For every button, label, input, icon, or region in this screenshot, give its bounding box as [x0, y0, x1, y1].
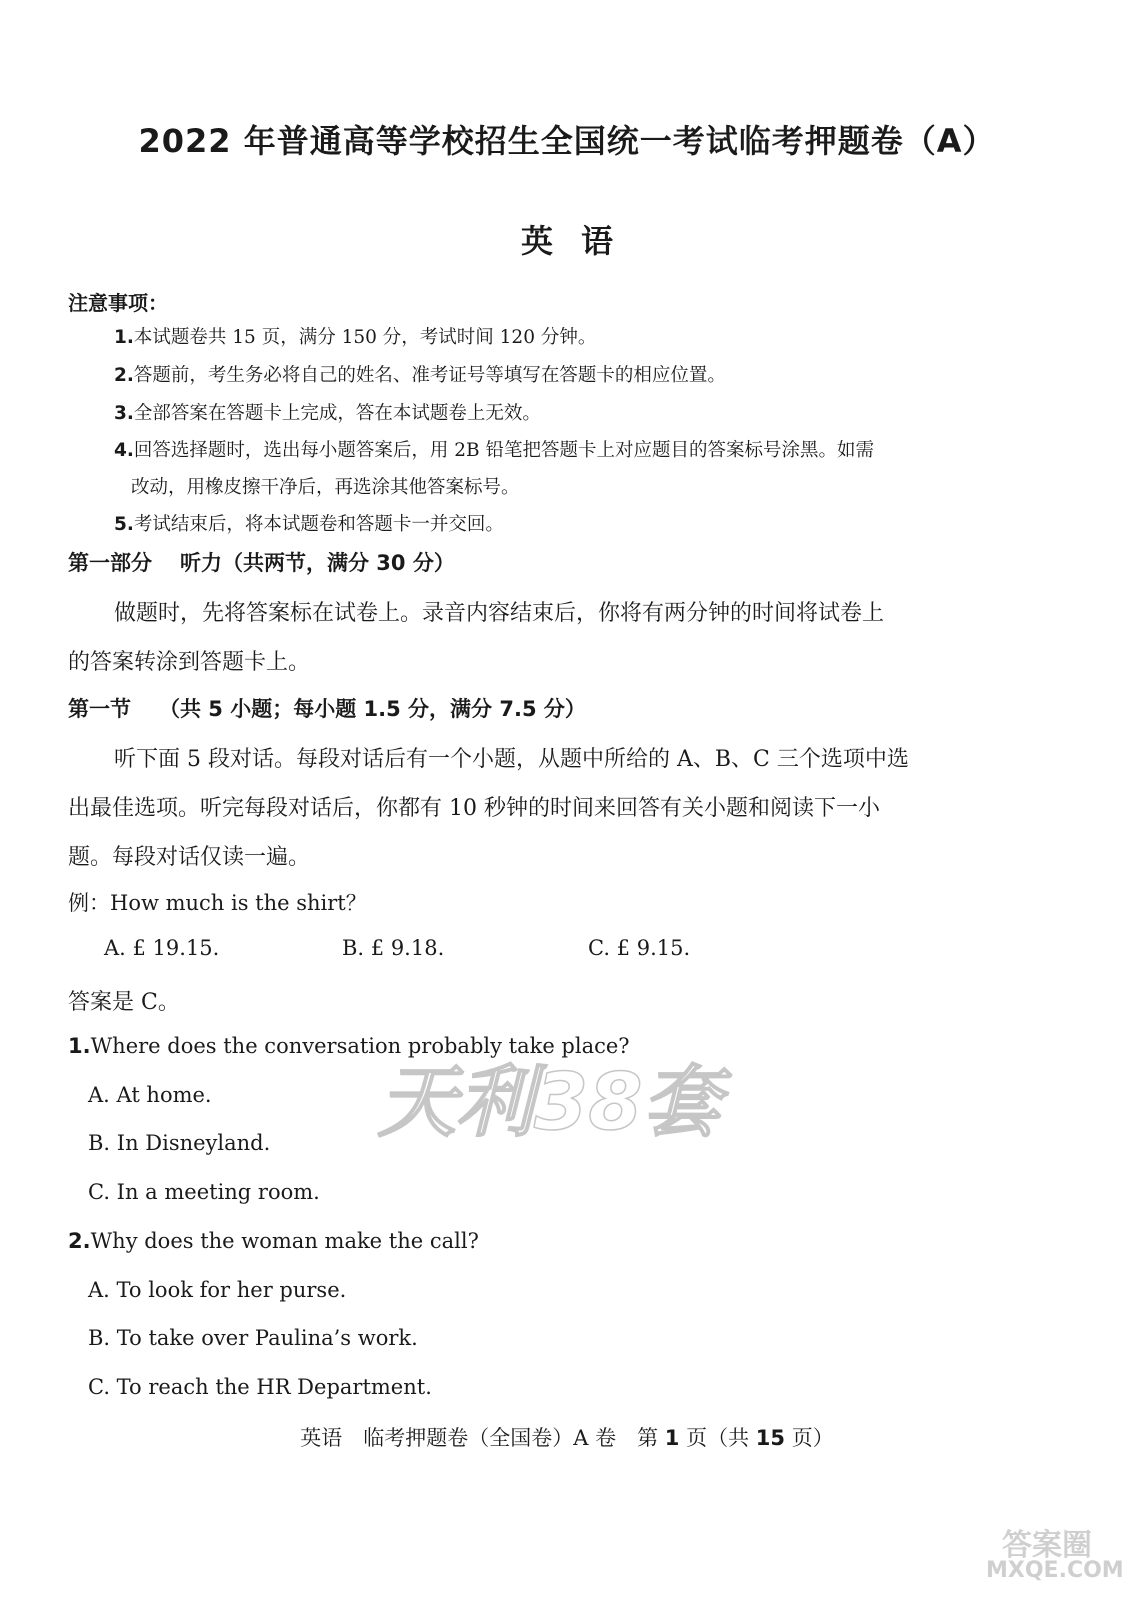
question-text: Why does the woman make the call?: [90, 1229, 479, 1253]
notice-item-number: 4.: [114, 440, 134, 461]
notice-item-number: 1.: [114, 327, 134, 348]
corner-watermark-url: MXQE.COM: [986, 1558, 1124, 1583]
notice-item-continuation: 改动，用橡皮擦干净后，再选涂其他答案标号。: [131, 477, 520, 498]
footer-suffix: 页）: [791, 1426, 834, 1450]
notice-item-text: 回答选择题时，选出每小题答案后，用 2B 铅笔把答题卡上对应题目的答案标号涂黑。如需: [133, 440, 875, 461]
corner-watermark-logo: 答案圈: [1002, 1528, 1092, 1563]
question-number: 1.: [68, 1034, 91, 1058]
question-1-option-a: A. At home.: [88, 1083, 212, 1107]
notice-item: [114, 361, 726, 387]
question-1-option-b: B. In Disneyland.: [88, 1131, 271, 1155]
section1-label: 第一节: [68, 697, 131, 721]
subject-title: 英语: [520, 222, 641, 260]
section1-intro-line: 出最佳选项。听完每段对话后，你都有 10 秒钟的时间来回答有关小题和阅读下一小: [68, 796, 880, 821]
center-watermark: 天利38套: [378, 1058, 721, 1148]
notice-item-text: 全部答案在答题卡上完成，答在本试题卷上无效。: [133, 403, 541, 424]
notice-item-text: 考试结束后，将本试题卷和答题卡一并交回。: [133, 514, 504, 535]
question-2-option-b: B. To take over Paulina’s work.: [88, 1326, 418, 1350]
example-answer: 答案是 C。: [68, 990, 180, 1015]
notice-item: [114, 510, 504, 536]
footer-total-pages: 15: [755, 1426, 786, 1450]
footer-prefix: 英语 临考押题卷（全国卷）A 卷 第: [300, 1426, 659, 1450]
example-question: 例：How much is the shirt？: [68, 891, 367, 915]
footer-mid: 页（共: [686, 1426, 750, 1450]
part1-intro-line: 的答案转涂到答题卡上。: [68, 650, 311, 675]
notice-item: [114, 399, 541, 425]
notice-item-text: 本试题卷共 15 页，满分 150 分，考试时间 120 分钟。: [133, 327, 597, 348]
example-option-a: A. £ 19.15.: [104, 936, 220, 960]
example-option-c: C. £ 9.15.: [588, 936, 691, 960]
part1-label: 第一部分: [68, 551, 152, 575]
notice-item-number: 2.: [114, 365, 134, 386]
question-2-option-a: A. To look for her purse.: [88, 1278, 347, 1302]
exam-title: 2022 年普通高等学校招生全国统一考试临考押题卷（A）: [138, 122, 996, 160]
section1-title: （共 5 小题；每小题 1.5 分，满分 7.5 分）: [159, 697, 586, 721]
page-footer: [0, 1422, 1134, 1452]
notice-item-number: 3.: [114, 403, 134, 424]
question-number: 2.: [68, 1229, 91, 1253]
question-1-option-c: C. In a meeting room.: [88, 1180, 320, 1204]
notice-item-number: 5.: [114, 514, 134, 535]
footer-page-number: 1: [664, 1426, 680, 1450]
notice-item-text: 答题前，考生务必将自己的姓名、准考证号等填写在答题卡的相应位置。: [133, 365, 726, 386]
section1-intro-line: 题。每段对话仅读一遍。: [68, 845, 311, 870]
part1-intro-line: 做题时，先将答案标在试卷上。录音内容结束后，你将有两分钟的时间将试卷上: [114, 601, 885, 626]
notice-item: [114, 436, 874, 462]
notice-heading: 注意事项：: [68, 291, 168, 315]
question-text: Where does the conversation probably take place?: [90, 1034, 630, 1058]
part1-title: 听力（共两节，满分 30 分）: [180, 551, 455, 575]
part1-heading: [68, 547, 455, 577]
notice-item: [114, 323, 596, 349]
question-2-option-c: C. To reach the HR Department.: [88, 1375, 432, 1399]
section1-intro-line: 听下面 5 段对话。每段对话后有一个小题，从题中所给的 A、B、C 三个选项中选: [114, 747, 909, 772]
example-option-b: B. £ 9.18.: [342, 936, 445, 960]
section1-heading: [68, 693, 586, 723]
question-2: [68, 1229, 479, 1253]
